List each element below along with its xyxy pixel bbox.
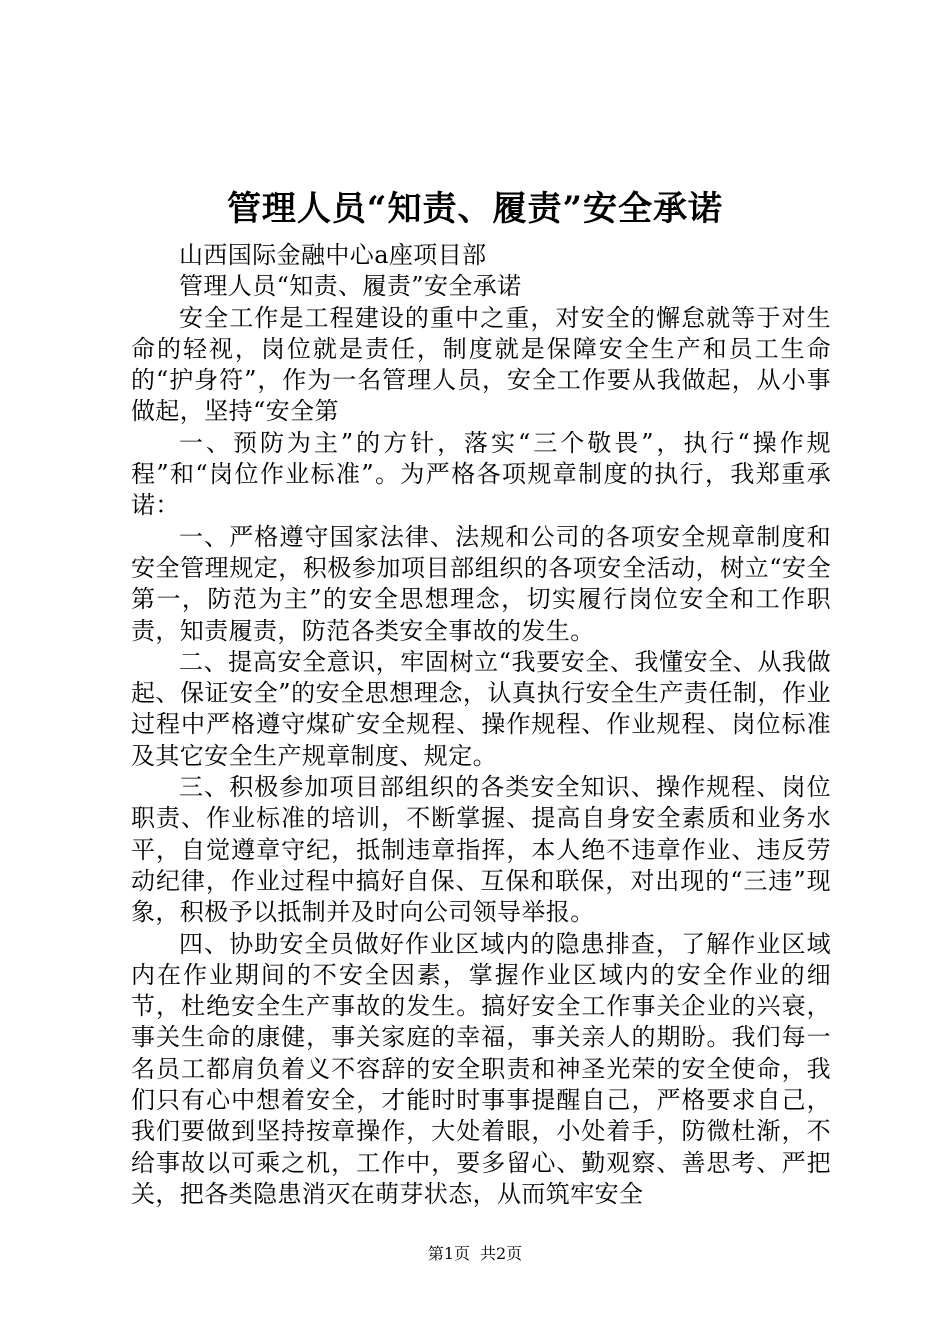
intro-paragraph: 安全工作是工程建设的重中之重，对安全的懈怠就等于对生命的轻视，岗位就是责任，制度就是保障安全生产和员工生命的“护身符”，作为一名管理人员，安全工作要从我做起，从小事做起，坚持“安全第	[131, 303, 831, 426]
page-number: 第1页	[427, 1244, 470, 1263]
document-title: 管理人员“知责、履责”安全承诺	[226, 189, 724, 229]
commitment-4-paragraph: 四、协助安全员做好作业区域内的隐患排查，了解作业区域内在作业期间的不安全因素，掌握作业区域内的安全作业的细节，杜绝安全生产事故的发生。搞好安全工作事关企业的兴衰，事关生命的康健，事关家庭的幸福，事关亲人的期盼。我们每一名员工都肩负着义不容辞的安全职责和神圣光荣的安全使命，我们只有心中想着安全，才能时时事事提醒自己，严格要求自己，我们要做到坚持按章操作，大处着眼，小处着手，防微杜渐，不给事故以可乘之机，工作中，要多留心、勤观察、善思考、严把关，把各类隐患消灭在萌芽状态，从而筑牢安全	[131, 929, 831, 1208]
page-footer	[0, 1243, 950, 1265]
subtitle-line: 管理人员“知责、履责”安全承诺	[179, 272, 522, 301]
commitment-3-paragraph: 三、积极参加项目部组织的各类安全知识、操作规程、岗位职责、作业标准的培训，不断掌握、提高自身安全素质和业务水平，自觉遵章守纪，抵制违章指挥，本人绝不违章作业、违反劳动纪律，作业过程中搞好自保、互保和联保，对出现的“三违”现象，积极予以抵制并及时向公司领导举报。	[131, 773, 831, 927]
page-total: 共2页	[480, 1244, 523, 1263]
commitment-2-paragraph: 二、提高安全意识，牢固树立“我要安全、我懂安全、从我做起、保证安全”的安全思想理念，认真执行安全生产责任制，作业过程中严格遵守煤矿安全规程、操作规程、作业规程、岗位标准及其它安全生产规章制度、规定。	[131, 647, 831, 770]
document-body	[131, 240, 831, 1210]
commitment-1-paragraph: 一、严格遵守国家法律、法规和公司的各项安全规章制度和安全管理规定，积极参加项目部组织的各项安全活动，树立“安全第一，防范为主”的安全思想理念，切实履行岗位安全和工作职责，知责履责，防范各类安全事故的发生。	[131, 522, 831, 645]
principle-paragraph: 一、预防为主”的方针，落实“三个敬畏”，执行“操作规程”和“岗位作业标准”。为严格各项规章制度的执行，我郑重承诺：	[131, 428, 831, 520]
project-name-line: 山西国际金融中心a座项目部	[179, 241, 487, 269]
